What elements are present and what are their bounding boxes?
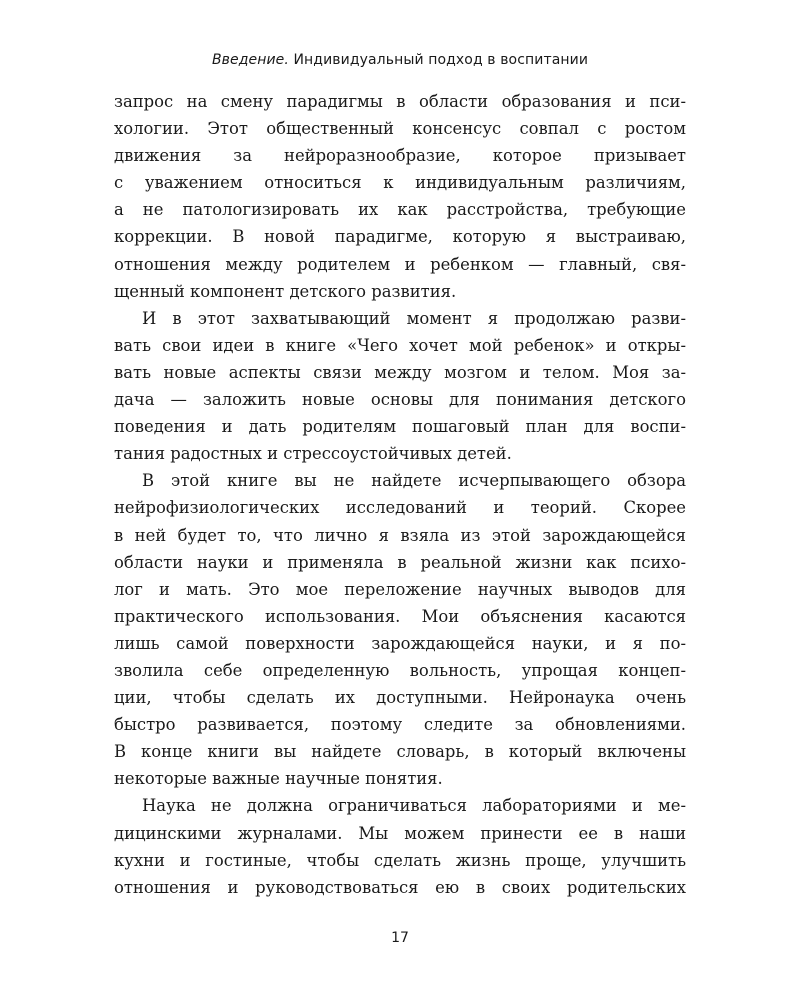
text-line: вать свои идеи в книге «Чего хочет мой ребенок» и откры-: [114, 335, 686, 355]
text-line: отношения и руководствоваться ею в своих родительских: [114, 877, 686, 897]
text-line: дача — заложить новые основы для понимания детского: [114, 390, 686, 410]
running-head: [0, 52, 800, 68]
text-line: запрос на смену парадигмы в области образования и пси-: [114, 92, 686, 111]
text-line: Наука не должна ограничиваться лабораториями и ме-: [142, 796, 686, 816]
paragraph: [114, 467, 686, 792]
text-line: лог и мать. Это мое переложение научных выводов для: [114, 579, 686, 599]
running-head-title: Индивидуальный подход в воспитании: [288, 52, 589, 68]
paragraph: [114, 792, 686, 900]
page-number: 17: [391, 930, 409, 946]
text-line: вать новые аспекты связи между мозгом и телом. Моя за-: [114, 362, 686, 382]
text-line: поведения и дать родителям пошаговый план для воспи-: [114, 417, 686, 437]
text-line: тания радостных и стрессоустойчивых детей.: [114, 444, 512, 464]
text-line: с уважением относиться к индивидуальным различиям,: [114, 173, 686, 193]
text-line: И в этот захватывающий момент я продолжаю разви-: [142, 308, 686, 328]
text-line: В этой книге вы не найдете исчерпывающего обзора: [142, 471, 686, 491]
text-line: в ней будет то, что лично я взяла из этой зарождающейся: [114, 525, 686, 545]
text-line: отношения между родителем и ребенком — главный, свя-: [114, 254, 686, 274]
text-line: движения за нейроразнообразие, которое призывает: [114, 146, 686, 166]
text-line: кухни и гостиные, чтобы сделать жизнь проще, улучшить: [114, 850, 686, 870]
paragraph: [114, 305, 686, 468]
text-line: хологии. Этот общественный консенсус совпал с ростом: [114, 119, 686, 139]
text-line: нейрофизиологических исследований и теорий. Скорее: [114, 498, 686, 518]
text-line: коррекции. В новой парадигме, которую я выстраиваю,: [114, 227, 686, 247]
text-line: щенный компонент детского развития.: [114, 281, 457, 301]
text-line: лишь самой поверхности зарождающейся науки, и я по-: [114, 633, 686, 653]
text-line: практического использования. Мои объяснения касаются: [114, 606, 686, 626]
text-line: а не патологизировать их как расстройства, требующие: [114, 200, 686, 220]
body-text: [114, 88, 686, 901]
text-line: быстро развивается, поэтому следите за обновлениями.: [114, 715, 686, 735]
text-line: дицинскими журналами. Мы можем принести ее в наши: [114, 823, 686, 843]
text-line: области науки и применяла в реальной жизни как психо-: [114, 552, 686, 572]
paragraph: [114, 88, 686, 305]
running-head-section: Введение.: [211, 52, 289, 68]
text-line: В конце книги вы найдете словарь, в который включены: [114, 742, 686, 762]
text-line: некоторые важные научные понятия.: [114, 769, 443, 789]
text-line: ции, чтобы сделать их доступными. Нейронаука очень: [114, 688, 686, 708]
text-line: зволила себе определенную вольность, упрощая концеп-: [114, 660, 686, 680]
